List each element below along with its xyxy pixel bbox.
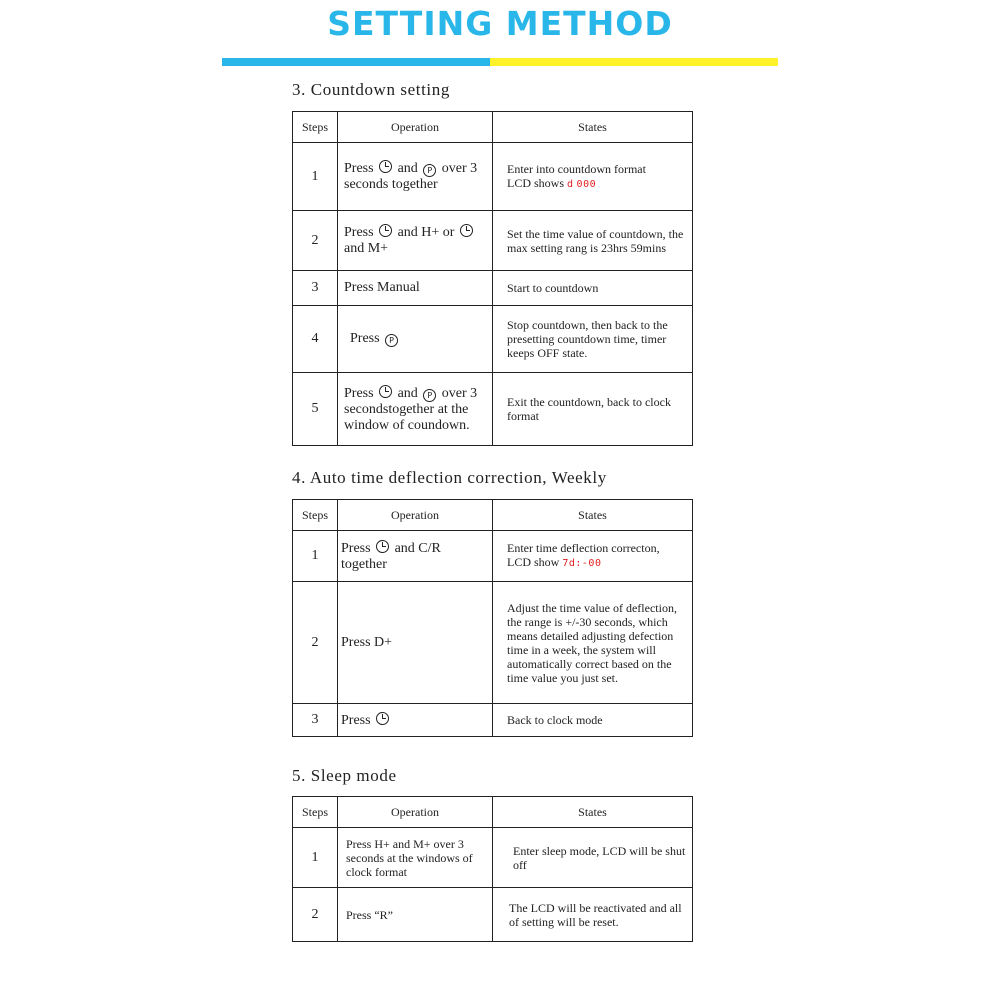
state-cell: The LCD will be reactivated and all of setting will be reset. bbox=[493, 888, 693, 942]
operation-cell bbox=[338, 211, 493, 271]
state-text: Enter into countdown format bbox=[507, 161, 646, 176]
operation-cell: Press H+ and M+ over 3 seconds at the windows of clock format bbox=[338, 828, 493, 888]
section-heading-sleep: 5. Sleep mode bbox=[292, 766, 397, 785]
clock-icon bbox=[379, 385, 392, 398]
step-number: 3 bbox=[293, 271, 338, 306]
clock-icon bbox=[376, 712, 389, 725]
table-row bbox=[293, 531, 693, 582]
op-text: over 3 seconds together bbox=[344, 161, 478, 192]
title-underline-yellow bbox=[490, 58, 778, 66]
clock-icon bbox=[376, 540, 389, 553]
header-states: States bbox=[493, 112, 693, 143]
header-steps: Steps bbox=[293, 797, 338, 828]
step-number: 3 bbox=[293, 704, 338, 737]
table-row bbox=[293, 704, 693, 737]
step-number: 1 bbox=[293, 143, 338, 211]
p-button-icon: P bbox=[423, 164, 436, 177]
header-steps: Steps bbox=[293, 112, 338, 143]
p-button-icon: P bbox=[385, 334, 398, 347]
step-number: 1 bbox=[293, 531, 338, 582]
lcd-digits: 000 bbox=[576, 178, 597, 190]
p-button-icon: P bbox=[423, 389, 436, 402]
state-cell bbox=[493, 531, 693, 582]
operation-cell bbox=[338, 143, 493, 211]
op-text: over 3 secondstogether at the window of coundown. bbox=[344, 385, 478, 433]
operation-cell: Press D+ bbox=[338, 582, 493, 704]
table-row bbox=[293, 271, 693, 306]
deflection-table bbox=[292, 499, 693, 737]
header-operation: Operation bbox=[338, 500, 493, 531]
operation-cell: Press “R” bbox=[338, 888, 493, 942]
state-cell: Set the time value of countdown, the max setting rang is 23hrs 59mins bbox=[493, 211, 693, 271]
op-text: and H+ or bbox=[397, 225, 455, 240]
op-text: Press bbox=[344, 385, 374, 401]
op-text: and bbox=[397, 161, 418, 176]
page-title: SETTING METHOD bbox=[327, 4, 673, 43]
state-cell: Enter sleep mode, LCD will be shut off bbox=[493, 828, 693, 888]
lcd-digits: 7d:-00 bbox=[562, 558, 602, 569]
step-number: 2 bbox=[293, 582, 338, 704]
header-states: States bbox=[493, 797, 693, 828]
op-text: and C/R together bbox=[341, 540, 441, 572]
state-text: Enter time deflection correcton, bbox=[507, 541, 660, 555]
state-cell: Back to clock mode bbox=[493, 704, 693, 737]
table-header-row bbox=[293, 797, 693, 828]
state-cell bbox=[493, 143, 693, 211]
header-operation: Operation bbox=[338, 797, 493, 828]
step-number: 5 bbox=[293, 373, 338, 446]
title-underline-blue bbox=[222, 58, 490, 66]
op-text: and M+ bbox=[344, 241, 389, 256]
step-number: 4 bbox=[293, 306, 338, 373]
op-text: Press bbox=[344, 225, 374, 240]
op-text: and bbox=[397, 385, 418, 401]
section-heading-deflection: 4. Auto time deflection correction, Weekly bbox=[292, 468, 607, 487]
state-text: LCD show bbox=[507, 555, 560, 569]
sleep-table bbox=[292, 796, 693, 942]
state-cell: Exit the countdown, back to clock format bbox=[493, 373, 693, 446]
state-text: LCD shows bbox=[507, 175, 565, 190]
operation-cell bbox=[338, 531, 493, 582]
clock-icon bbox=[460, 224, 473, 237]
step-number: 2 bbox=[293, 211, 338, 271]
op-text: Press bbox=[341, 540, 371, 556]
state-cell: Adjust the time value of deflection, the range is +/-30 seconds, which means detailed adjusting defection time in a week, the system will automatically correct based on the time value you just set. bbox=[493, 582, 693, 704]
table-row bbox=[293, 582, 693, 704]
step-number: 1 bbox=[293, 828, 338, 888]
table-row bbox=[293, 306, 693, 373]
lcd-indicator: d bbox=[567, 178, 574, 190]
operation-cell: Press Manual bbox=[338, 271, 493, 306]
operation-cell bbox=[338, 306, 493, 373]
op-text: Press bbox=[341, 712, 371, 728]
step-number: 2 bbox=[293, 888, 338, 942]
header-steps: Steps bbox=[293, 500, 338, 531]
op-text: Press bbox=[344, 161, 374, 176]
table-header-row bbox=[293, 112, 693, 143]
operation-cell bbox=[338, 704, 493, 737]
state-cell: Stop countdown, then back to the presetting countdown time, timer keeps OFF state. bbox=[493, 306, 693, 373]
section-heading-countdown: 3. Countdown setting bbox=[292, 80, 450, 99]
table-row bbox=[293, 373, 693, 446]
header-operation: Operation bbox=[338, 112, 493, 143]
table-row bbox=[293, 143, 693, 211]
table-row bbox=[293, 888, 693, 942]
header-states: States bbox=[493, 500, 693, 531]
clock-icon bbox=[379, 224, 392, 237]
clock-icon bbox=[379, 160, 392, 173]
table-row bbox=[293, 211, 693, 271]
state-cell: Start to countdown bbox=[493, 271, 693, 306]
countdown-table bbox=[292, 111, 693, 446]
op-text: Press bbox=[350, 331, 380, 346]
table-row bbox=[293, 828, 693, 888]
operation-cell bbox=[338, 373, 493, 446]
table-header-row bbox=[293, 500, 693, 531]
